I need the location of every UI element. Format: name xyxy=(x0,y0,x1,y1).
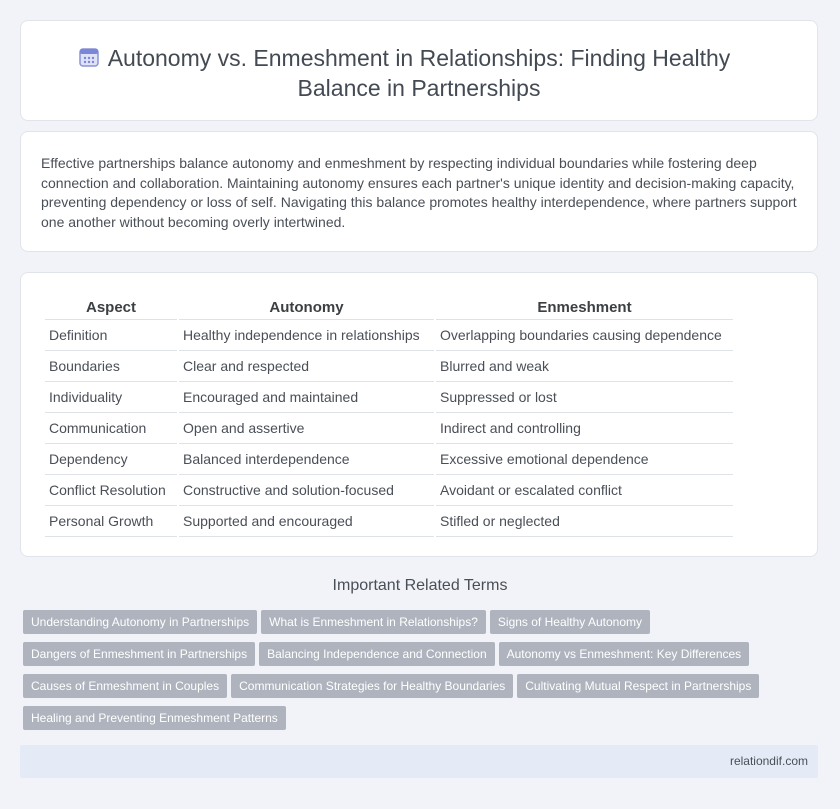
intro-card xyxy=(20,131,818,252)
column-header-enmeshment: Enmeshment xyxy=(436,295,733,320)
related-term-tag[interactable]: Signs of Healthy Autonomy xyxy=(490,610,650,634)
table-cell: Dependency xyxy=(45,444,177,475)
table-row xyxy=(45,351,733,382)
table-header-row xyxy=(45,295,733,320)
table-cell: Constructive and solution-focused xyxy=(179,475,434,506)
related-terms-list xyxy=(23,610,783,738)
footer xyxy=(20,745,818,778)
table-row xyxy=(45,444,733,475)
table-cell: Communication xyxy=(45,413,177,444)
table-cell: Supported and encouraged xyxy=(179,506,434,537)
table-cell: Excessive emotional dependence xyxy=(436,444,733,475)
table-cell: Overlapping boundaries causing dependence xyxy=(436,320,733,351)
related-term-tag[interactable]: Healing and Preventing Enmeshment Patterns xyxy=(23,706,286,730)
related-term-tag[interactable]: What is Enmeshment in Relationships? xyxy=(261,610,486,634)
table-cell: Indirect and controlling xyxy=(436,413,733,444)
table-cell: Avoidant or escalated conflict xyxy=(436,475,733,506)
related-term-tag[interactable]: Causes of Enmeshment in Couples xyxy=(23,674,227,698)
table-cell: Blurred and weak xyxy=(436,351,733,382)
table-cell: Personal Growth xyxy=(45,506,177,537)
related-term-tag[interactable]: Autonomy vs Enmeshment: Key Differences xyxy=(499,642,750,666)
page-title xyxy=(21,43,817,103)
table-row xyxy=(45,382,733,413)
footer-site-link[interactable]: relationdif.com xyxy=(729,754,808,768)
related-term-tag[interactable]: Cultivating Mutual Respect in Partnerships xyxy=(517,674,759,698)
intro-text: Effective partnerships balance autonomy and enmeshment by respecting individual boundaries while fostering deep connection and collaboration. Maintaining autonomy ensures each partner's unique identity and decision-making capacity, preventing dependency or loss of self. Navigating this balance promotes healthy interdependence, where partners support one another without becoming overly intertwined. xyxy=(41,155,797,230)
table-row xyxy=(45,475,733,506)
related-term-tag[interactable]: Communication Strategies for Healthy Boundaries xyxy=(231,674,513,698)
related-term-tag[interactable]: Dangers of Enmeshment in Partnerships xyxy=(23,642,255,666)
comparison-card xyxy=(20,272,818,557)
table-cell: Definition xyxy=(45,320,177,351)
related-term-tag[interactable]: Balancing Independence and Connection xyxy=(259,642,495,666)
page-title-line2: Balance in Partnerships xyxy=(297,75,541,101)
page-title-line1: Autonomy vs. Enmeshment in Relationships: Finding Healthy xyxy=(107,45,731,71)
table-row xyxy=(45,320,733,351)
related-terms-title: Important Related Terms xyxy=(332,577,508,594)
table-cell: Balanced interdependence xyxy=(179,444,434,475)
header-card xyxy=(20,20,818,121)
column-header-autonomy: Autonomy xyxy=(179,295,434,320)
table-cell: Encouraged and maintained xyxy=(179,382,434,413)
table-cell: Open and assertive xyxy=(179,413,434,444)
table-cell: Suppressed or lost xyxy=(436,382,733,413)
table-cell: Individuality xyxy=(45,382,177,413)
table-cell: Conflict Resolution xyxy=(45,475,177,506)
table-row xyxy=(45,413,733,444)
table-cell: Boundaries xyxy=(45,351,177,382)
comparison-table xyxy=(43,295,735,537)
related-term-tag[interactable]: Understanding Autonomy in Partnerships xyxy=(23,610,257,634)
table-row xyxy=(45,506,733,537)
table-cell: Clear and respected xyxy=(179,351,434,382)
table-cell: Stifled or neglected xyxy=(436,506,733,537)
column-header-aspect: Aspect xyxy=(45,295,177,320)
table-cell: Healthy independence in relationships xyxy=(179,320,434,351)
